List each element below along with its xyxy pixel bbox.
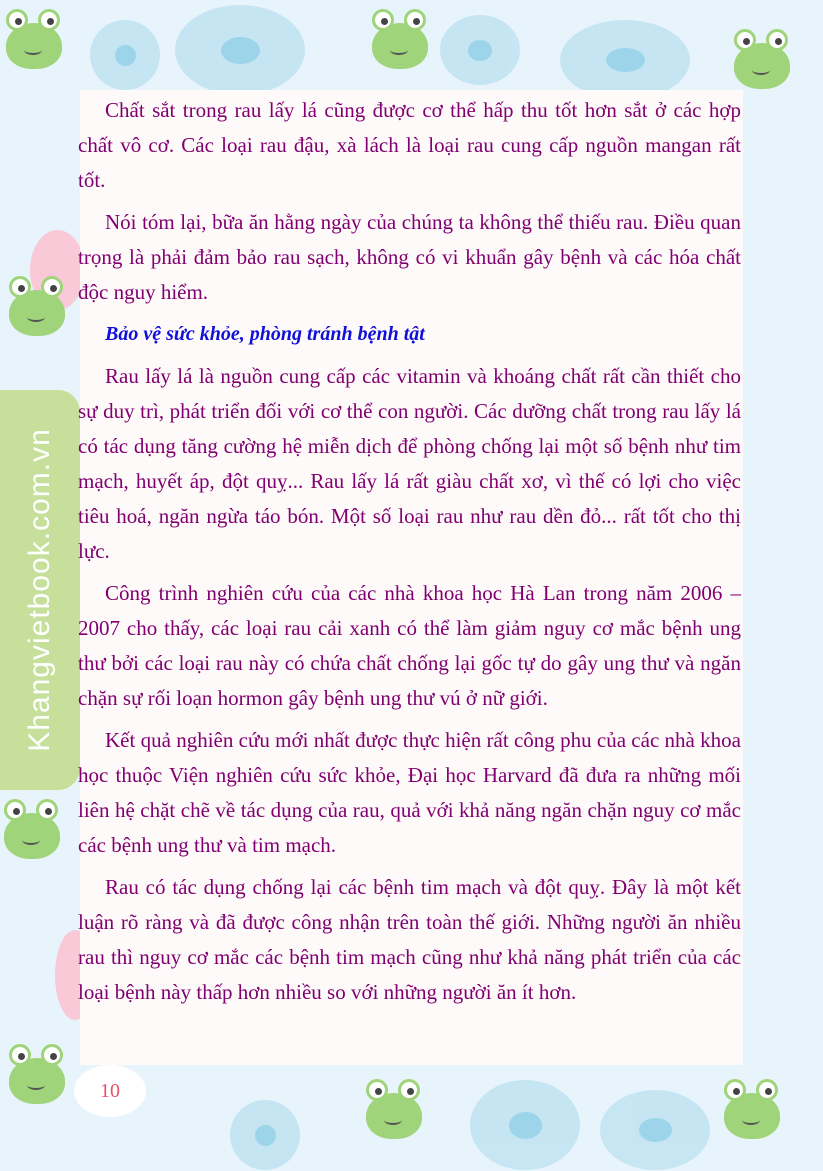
decor-flower (560, 20, 690, 100)
frog-icon (5, 1040, 69, 1110)
frog-icon (5, 272, 69, 342)
frog-icon (368, 5, 432, 75)
decor-flower (600, 1090, 710, 1170)
frog-icon (2, 5, 66, 75)
paragraph: Chất sắt trong rau lấy lá cũng được cơ thể hấp thu tốt hơn sắt ở các hợp chất vô cơ. Các loại rau đậu, xà lách là loại rau cung cấp nguồn mangan rất tốt. (78, 98, 741, 192)
decor-flower (470, 1080, 580, 1170)
watermark-text: Khangvietbook.com.vn (23, 428, 56, 752)
decor-flower (440, 15, 520, 85)
decor-flower (90, 20, 160, 90)
decor-flower (175, 5, 305, 95)
frog-icon (730, 25, 794, 95)
paragraph: Nói tóm lại, bữa ăn hằng ngày của chúng ta không thể thiếu rau. Điều quan trọng là phải đảm bảo rau sạch, không có vi khuẩn gây bệnh và các hóa chất độc nguy hiểm. (78, 210, 741, 304)
paragraph: Rau có tác dụng chống lại các bệnh tim mạch và đột quỵ. Đây là một kết luận rõ ràng và đã được công nhận trên toàn thế giới. Những người ăn nhiều rau thì nguy cơ mắc các bệnh tim mạch cũng như khả năng phát triển của các loại bệnh này thấp hơn nhiều so với những người ăn ít hơn. (78, 875, 741, 1004)
page-content (78, 93, 741, 1017)
paragraph: Kết quả nghiên cứu mới nhất được thực hiện rất công phu của các nhà khoa học thuộc Viện nghiên cứu sức khỏe, Đại học Harvard đã đưa ra những mối liên hệ chặt chẽ về tác dụng của rau, quả với khả năng ngăn chặn nguy cơ mắc các bệnh ung thư và tim mạch. (78, 728, 741, 857)
decor-flower (230, 1100, 300, 1170)
paragraph: Rau lấy lá là nguồn cung cấp các vitamin và khoáng chất rất cần thiết cho sự duy trì, phát triển đối với cơ thể con người. Các dưỡng chất trong rau lấy lá có tác dụng tăng cường hệ miễn dịch để phòng chống lại một số bệnh như tim mạch, huyết áp, đột quỵ... Rau lấy lá rất giàu chất xơ, vì thế có lợi cho việc tiêu hoá, ngăn ngừa táo bón. Một số loại rau như rau dền đỏ... rất tốt cho thị lực. (78, 364, 741, 563)
section-heading: Bảo vệ sức khỏe, phòng tránh bệnh tật (105, 323, 425, 345)
paragraph: Công trình nghiên cứu của các nhà khoa học Hà Lan trong năm 2006 – 2007 cho thấy, các loại rau cải xanh có thể làm giảm nguy cơ mắc bệnh ung thư bởi các loại rau này có chứa chất chống lại gốc tự do gây ung thư và ngăn chặn sự rối loạn hormon gây bệnh ung thư vú ở nữ giới. (78, 581, 741, 710)
page-number: 10 (74, 1065, 146, 1117)
frog-icon (720, 1075, 784, 1145)
frog-icon (0, 795, 64, 865)
watermark-tab (0, 390, 80, 790)
frog-icon (362, 1075, 426, 1145)
